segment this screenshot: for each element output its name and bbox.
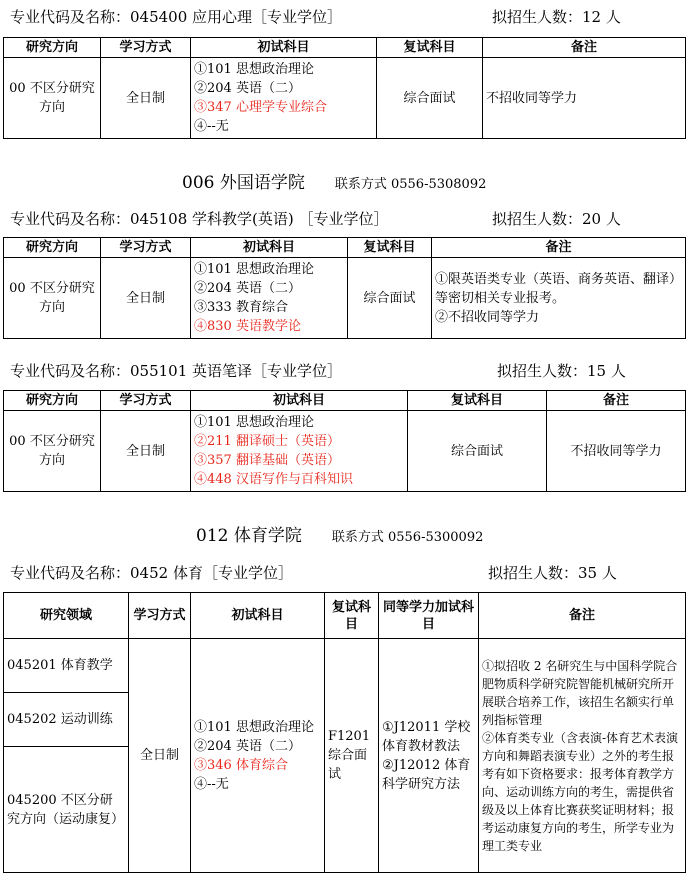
header-notes: 备注 [432, 238, 686, 258]
subject-item: ①101 思想政治理论 [194, 415, 314, 430]
college-name: 012 体育学院 [196, 526, 302, 546]
mode-cell: 全日制 [101, 258, 191, 339]
header-retest: 复试科目 [408, 391, 547, 411]
header-subjects: 初试科目 [191, 391, 408, 411]
field-cell: 045201 体育教学 [4, 639, 129, 693]
subject-item: ④--无 [194, 776, 229, 792]
notes-cell [432, 258, 686, 339]
subject-item: ①101 思想政治理论 [194, 719, 314, 735]
header-subjects: 初试科目 [191, 38, 377, 58]
header-subjects: 初试科目 [191, 238, 348, 258]
header-mode: 学习方式 [101, 38, 191, 58]
quota-045108: 拟招生人数：20 人 [492, 210, 621, 228]
mode-cell: 全日制 [101, 411, 191, 492]
header-field: 研究领域 [4, 593, 129, 639]
major-title-045400: 专业代码及名称：045400 应用心理［专业学位］ [10, 8, 343, 26]
direction-cell: 00 不区分研究方向 [4, 58, 101, 139]
subject-item-highlight: ③346 体育综合 [194, 757, 288, 773]
header-subjects: 初试科目 [191, 593, 325, 639]
header-direction: 研究方向 [4, 391, 101, 411]
mode-cell: 全日制 [101, 58, 191, 139]
subjects-cell [191, 411, 408, 492]
mode-cell: 全日制 [129, 639, 191, 873]
note-cell: 不招收同等学力 [483, 58, 686, 139]
extra-subjects-cell [379, 639, 479, 873]
subject-item: ②204 英语（二） [194, 81, 301, 96]
college-contact: 联系方式 0556-5300092 [331, 530, 484, 545]
major-title-045108: 专业代码及名称：045108 学科教学(英语) ［专业学位］ [10, 210, 389, 228]
field-cell: 045200 不区分研究方向（运动康复） [4, 747, 129, 873]
subject-item: ④--无 [194, 119, 229, 134]
note-item: ①限英语类专业（英语、商务英语、翻译）等密切相关专业报考。 [435, 271, 683, 306]
table-055101 [3, 390, 686, 492]
direction-cell: 00 不区分研究方向 [4, 258, 101, 339]
header-notes: 备注 [479, 593, 686, 639]
major-title-0452: 专业代码及名称：0452 体育［专业学位］ [10, 564, 293, 582]
direction-cell: 00 不区分研究方向 [4, 411, 101, 492]
subject-item-highlight: ④830 英语教学论 [194, 319, 301, 334]
table-045400 [3, 37, 686, 139]
subjects-cell [191, 58, 377, 139]
quota-0452: 拟招生人数：35 人 [488, 564, 617, 582]
subject-item-highlight: ④448 汉语写作与百科知识 [194, 472, 353, 487]
subject-item: ②204 英语（二） [194, 738, 301, 754]
table-0452 [3, 592, 686, 873]
subject-item-highlight: ②211 翻译硕士（英语） [194, 434, 340, 449]
college-title-006 [182, 168, 486, 193]
college-title-012 [196, 521, 483, 546]
retest-cell: 综合面试 [377, 58, 483, 139]
note-item: ②体育类专业（含表演-体育艺术表演方向和舞蹈表演专业）之外的考生报考有如下资格要求：报考体育教学方向、运动训练方向的考生，需提供省级及以上体育比赛获奖证明材料；报考运动康复方向的考生，所学专业为理工类专业 [482, 730, 679, 853]
note-cell: 不招收同等学力 [547, 411, 686, 492]
header-retest: 复试科目 [325, 593, 379, 639]
header-direction: 研究方向 [4, 38, 101, 58]
subject-item: ①101 思想政治理论 [194, 62, 314, 77]
header-mode: 学习方式 [101, 238, 191, 258]
field-cell: 045202 运动训练 [4, 693, 129, 747]
header-extra: 同等学力加试科目 [379, 593, 479, 639]
header-notes: 备注 [547, 391, 686, 411]
header-retest: 复试科目 [377, 38, 483, 58]
college-contact: 联系方式 0556-5308092 [334, 177, 487, 192]
subject-item-highlight: ③357 翻译基础（英语） [194, 453, 340, 468]
subject-item: ②204 英语（二） [194, 281, 301, 296]
retest-cell: 综合面试 [408, 411, 547, 492]
subject-item-highlight: ③347 心理学专业综合 [194, 100, 327, 115]
retest-cell: 综合面试 [348, 258, 432, 339]
table-045108 [3, 237, 686, 339]
quota-055101: 拟招生人数：15 人 [497, 362, 626, 380]
retest-cell: F1201 综合面试 [325, 639, 379, 873]
college-name: 006 外国语学院 [182, 173, 305, 193]
subject-item: ①101 思想政治理论 [194, 262, 314, 277]
extra-subject-item: ②J12012 体育科学研究方法 [382, 757, 471, 792]
subject-item: ③333 教育综合 [194, 300, 288, 315]
note-item: ②不招收同等学力 [435, 309, 540, 325]
header-notes: 备注 [483, 38, 686, 58]
header-direction: 研究方向 [4, 238, 101, 258]
major-title-055101: 专业代码及名称：055101 英语笔译［专业学位］ [10, 362, 343, 380]
notes-cell [479, 639, 686, 873]
subjects-cell [191, 258, 348, 339]
header-mode: 学习方式 [101, 391, 191, 411]
subjects-cell [191, 639, 325, 873]
header-mode: 学习方式 [129, 593, 191, 639]
quota-045400: 拟招生人数：12 人 [492, 8, 621, 26]
header-retest: 复试科目 [348, 238, 432, 258]
note-item: ①拟招收 2 名研究生与中国科学院合肥物质科学研究院智能机械研究所开展联合培养工作，该招生名额实行单列指标管理 [482, 658, 678, 727]
extra-subject-item: ①J12011 学校体育教材教法 [382, 719, 471, 754]
